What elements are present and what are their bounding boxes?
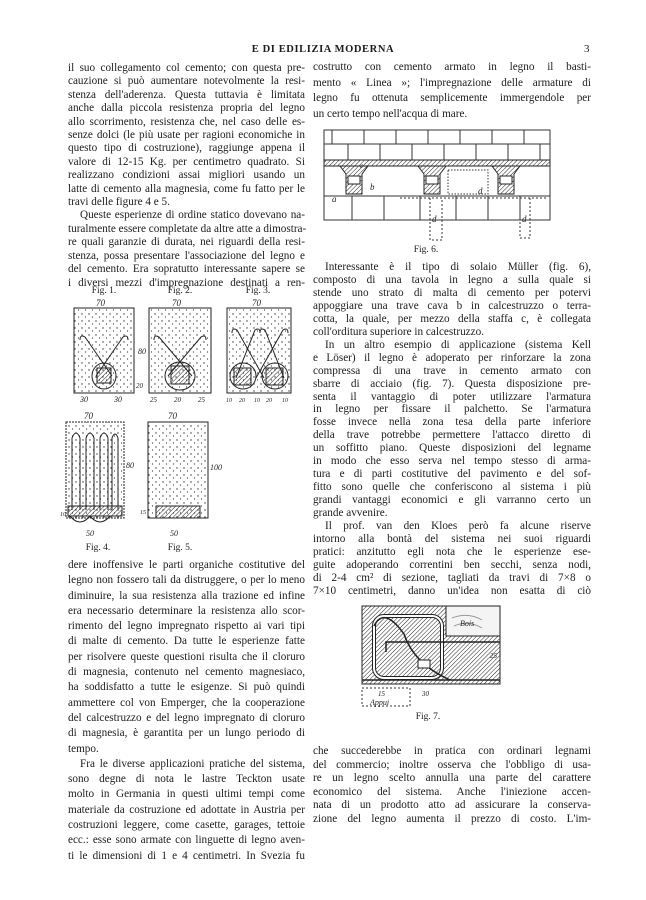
text-line: questo tipo di costruzione), raggiunge appena il bbox=[68, 142, 305, 155]
paragraph bbox=[68, 209, 305, 289]
text-line: di malte di cemento. Da tutte le esperienze fatte bbox=[68, 635, 305, 648]
text-line: realizzano condizioni assai migliori usando un bbox=[68, 169, 305, 182]
fig7-right-label: 30 bbox=[422, 690, 429, 698]
text-line: e Löser) il legno è adoperato per rinforzare la zona bbox=[313, 351, 591, 364]
fig5-side-label: 15 bbox=[140, 510, 146, 516]
text-line: costrutto con cemento armato in legno il basti- bbox=[313, 61, 591, 73]
text-line: senze dolci (le più usate per ragioni economiche in bbox=[68, 129, 305, 142]
fig1-caption: Fig. 1. bbox=[91, 286, 117, 296]
text-line: sbarre di acciaio (fig. 7). Questa disposizione pre- bbox=[313, 377, 591, 390]
text-line: ti le dimensioni di 1 e 4 centimetri. In Svezia fu bbox=[68, 849, 305, 862]
text-line: del commercio; inoltre osserva che l'obbligo di usa- bbox=[313, 758, 591, 771]
text-line: materiale da costruzione ed adottate in Austria per bbox=[68, 803, 305, 816]
left-text-block-1 bbox=[68, 62, 305, 290]
text-line: il suo collegamento col cemento; con questa pre- bbox=[68, 62, 305, 74]
text-line: stende uno strato di malta di cemento per potervi bbox=[313, 286, 591, 299]
paragraph bbox=[68, 558, 305, 757]
fig3-caption: Fig. 3. bbox=[245, 286, 271, 296]
text-line: cauzione si può aumentare notevolmente la resi- bbox=[68, 75, 305, 88]
fig1-diagram bbox=[66, 298, 144, 406]
text-line: cotta, la quale, per mezzo della staffa c, è collegata bbox=[313, 312, 591, 325]
paragraph bbox=[68, 757, 305, 864]
text-line: intorno alla bontà del sistema nei suoi riguardi bbox=[313, 533, 591, 546]
fig7-wood-label: Bois bbox=[460, 619, 475, 628]
fig7-caption: Fig. 7. bbox=[415, 712, 441, 722]
fig7-support-label: Appui bbox=[370, 698, 390, 707]
text-line: che succederebbe in pratica con ordinari legnami bbox=[313, 745, 591, 757]
text-line: valore di 12-15 Kg. per centimetro quadrato. Si bbox=[68, 155, 305, 168]
fig5-diagram bbox=[140, 410, 220, 544]
text-line: re quali garanzie di durata, nei riguardi della resi- bbox=[68, 236, 305, 249]
fig3-diagram bbox=[224, 298, 296, 406]
paragraph bbox=[313, 339, 591, 520]
text-line: appoggiare una trave cava b in calcestruzzo o terra- bbox=[313, 299, 591, 312]
paragraph bbox=[313, 261, 591, 339]
running-title: E DI EDILIZIA MODERNA bbox=[251, 44, 395, 55]
page-number: 3 bbox=[584, 43, 590, 55]
fig5-width-label: 70 bbox=[168, 411, 177, 421]
text-line: stenza dell'aderenza. Questa tuttavia è limitata bbox=[68, 88, 305, 101]
fig5-bottom-label: 50 bbox=[170, 529, 178, 538]
text-line: di magnesia, è garantita per un lungo periodo di bbox=[68, 727, 305, 740]
text-line: di 2-4 cm² di sezione, tagliati da travi di 7×8 o bbox=[313, 571, 591, 584]
text-line: i diversi mezzi d'impregnazione destinati a ren- bbox=[68, 276, 305, 289]
text-line: un certo tempo nell'acqua di mare. bbox=[313, 107, 468, 120]
text-line: rimento del legno impregnato rispetto ai vari tipi bbox=[68, 620, 305, 633]
text-line: del cemento. Era sopratutto interessante sapere se bbox=[68, 263, 305, 276]
text-line: fosse invece nella zona tesa della parte inferiore bbox=[313, 416, 591, 429]
fig2-diagram bbox=[146, 298, 218, 406]
fig7-diagram bbox=[360, 604, 502, 714]
text-line: turalmente essere completate da altre atte a dimostra- bbox=[68, 222, 307, 235]
fig6-label-b: b bbox=[370, 182, 375, 192]
fig1-width-label: 70 bbox=[96, 298, 105, 308]
text-line: legno non fossero tali da distruggere, o per lo meno bbox=[68, 574, 305, 587]
text-line: legno fu ottenuta semplicemente immergendole per bbox=[313, 92, 591, 104]
text-line: zione del legno aumenta il prezzo di costo. L'im- bbox=[313, 812, 591, 825]
text-line: mento « Linea »; l'impregnazione delle armature di bbox=[313, 76, 591, 89]
text-line: senta il vantaggio di poter utilizzare l'armatura bbox=[313, 390, 591, 403]
text-line: tempo. bbox=[68, 742, 99, 755]
text-line: fitto sono quelle che conferiscono al sistema i più bbox=[313, 481, 591, 494]
fig1-left-label: 30 bbox=[80, 395, 88, 404]
fig3-label-b: 20 bbox=[239, 398, 245, 404]
text-line: Fra le diverse applicazioni pratiche del sistema, bbox=[80, 757, 305, 770]
fig4-side-label: 10 bbox=[60, 512, 66, 518]
text-line: ecc.: esse sono armate con linguette di legno aven- bbox=[68, 834, 305, 847]
text-line: della trave potrebbe permettere l'attacco diretto di bbox=[313, 429, 591, 442]
text-line: Interessante è il tipo di solaio Müller (fig. 6), bbox=[325, 261, 591, 273]
text-line: composto di una tavola in legno a sulla quale si bbox=[313, 273, 591, 286]
fig4-caption: Fig. 4. bbox=[85, 543, 111, 553]
text-line: sono degne di nota le lastre Teckton usate bbox=[68, 773, 305, 786]
left-text-block-2 bbox=[68, 558, 305, 864]
fig3-label-d: 20 bbox=[266, 398, 272, 404]
fig2-right-label: 25 bbox=[198, 396, 205, 404]
text-line: nata di un prodotto atto ad assicurare la conserva- bbox=[313, 799, 591, 812]
fig7-height-label: 25 bbox=[490, 652, 497, 660]
fig3-label-c: 10 bbox=[254, 398, 260, 404]
right-text-block-2 bbox=[313, 261, 591, 598]
fig7-left-label: 15 bbox=[378, 690, 385, 698]
text-line: in modo che esso serva nel tempo stesso di arma- bbox=[313, 455, 591, 468]
text-line: guite adoperando correntini ben secchi, senza nodi, bbox=[313, 558, 591, 571]
fig4-height-label: 80 bbox=[126, 461, 134, 470]
fig1-right-label: 30 bbox=[114, 395, 122, 404]
text-line: era necessario determinare la resistenza allo scor- bbox=[68, 604, 305, 617]
fig4-width-label: 70 bbox=[84, 411, 93, 421]
fig2-width-label: 70 bbox=[172, 298, 181, 308]
fig3-label-e: 10 bbox=[282, 398, 288, 404]
fig2-mid-label: 20 bbox=[174, 396, 181, 404]
text-line: 7×10 centimetri, danno un'idea non esatta di ciò bbox=[313, 584, 591, 597]
fig1-height-label: 80 bbox=[138, 347, 146, 356]
text-line: ammettere col von Emperger, che la cooperazione bbox=[68, 696, 305, 709]
text-line: grande avvenire. bbox=[313, 507, 388, 520]
text-line: coll'orditura superiore in calcestruzzo. bbox=[313, 325, 484, 338]
text-line: ha soddisfatto a tutte le esigenze. Si può quindi bbox=[68, 681, 305, 694]
text-line: Queste esperienze di ordine statico dovevano na- bbox=[80, 209, 305, 222]
text-line: molto in Germania in questi ultimi tempi come bbox=[68, 788, 305, 801]
fig6-label-a: a bbox=[332, 194, 337, 204]
text-line: per risolvere queste questioni risulta che il cloruro bbox=[68, 650, 305, 663]
fig6-label-d2: d bbox=[432, 214, 437, 224]
fig4-diagram bbox=[60, 410, 136, 544]
fig4-bottom-label: 50 bbox=[86, 529, 94, 538]
text-line: dere inoffensive le parti organiche costitutive del bbox=[68, 559, 305, 571]
text-line: compressa di una trave in cemento armato con bbox=[313, 364, 591, 377]
right-text-block-3 bbox=[313, 745, 591, 827]
fig6-label-c: c bbox=[360, 162, 364, 170]
text-line: di magnesia, contenuto nel cemento magnesiaco, bbox=[68, 666, 305, 679]
text-line: latte di cemento alla magnesia, come fu fatto per le bbox=[68, 182, 305, 195]
fig3-width-label: 70 bbox=[252, 298, 261, 308]
text-line: anche dalla piccola resistenza propria del legno bbox=[68, 102, 305, 115]
fig1-bottom-label: 20 bbox=[136, 382, 143, 390]
paragraph bbox=[313, 60, 591, 122]
text-line: Il prof. van den Kloes però fa alcune riserve bbox=[325, 520, 591, 533]
fig2-left-label: 25 bbox=[150, 396, 157, 404]
text-line: diminuire, la sua resistenza alla trazione ed infine bbox=[68, 589, 305, 602]
text-line: grandi vantaggi economici e gli varranno certo un bbox=[313, 494, 591, 507]
right-text-block-1 bbox=[313, 60, 591, 122]
paragraph bbox=[313, 745, 591, 827]
text-line: In un altro esempio di applicazione (sistema Kell bbox=[325, 338, 591, 351]
text-line: travi delle figure 4 e 5. bbox=[68, 196, 170, 209]
text-line: costruzioni leggere, come casette, garages, tettoie bbox=[68, 819, 305, 832]
fig6-caption: Fig. 6. bbox=[413, 245, 439, 255]
fig2-caption: Fig. 2. bbox=[167, 286, 193, 296]
text-line: del calcestruzzo e del legno impregnato di cloruro bbox=[68, 711, 305, 724]
text-line: economico del sistema. Anche l'iniezione accen- bbox=[313, 785, 591, 798]
fig6-label-d3: d bbox=[522, 214, 527, 224]
fig3-label-a: 10 bbox=[226, 398, 232, 404]
text-line: allo scorrimento, resistenza che, nel caso delle es- bbox=[68, 115, 305, 128]
fig6-label-d1: d bbox=[478, 186, 483, 196]
text-line: un soffitto piano. Queste disposizioni del legname bbox=[313, 442, 591, 455]
paragraph bbox=[68, 62, 305, 209]
text-line: tura e di parti costitutive del pavimento e del sof- bbox=[313, 468, 591, 481]
fig5-caption: Fig. 5. bbox=[167, 543, 193, 553]
fig6-diagram bbox=[320, 128, 556, 246]
text-line: in legno per fissare il palchetto. Se l'armatura bbox=[313, 403, 591, 416]
paragraph bbox=[313, 520, 591, 598]
fig5-height-label: 100 bbox=[210, 463, 222, 472]
text-line: stenza, possa presentare l'associazione del legno e bbox=[68, 249, 305, 262]
text-line: pratici: anzitutto egli nota che le esperienze ese- bbox=[313, 545, 591, 558]
text-line: re un legno scelto annulla una parte del carattere bbox=[313, 772, 591, 785]
